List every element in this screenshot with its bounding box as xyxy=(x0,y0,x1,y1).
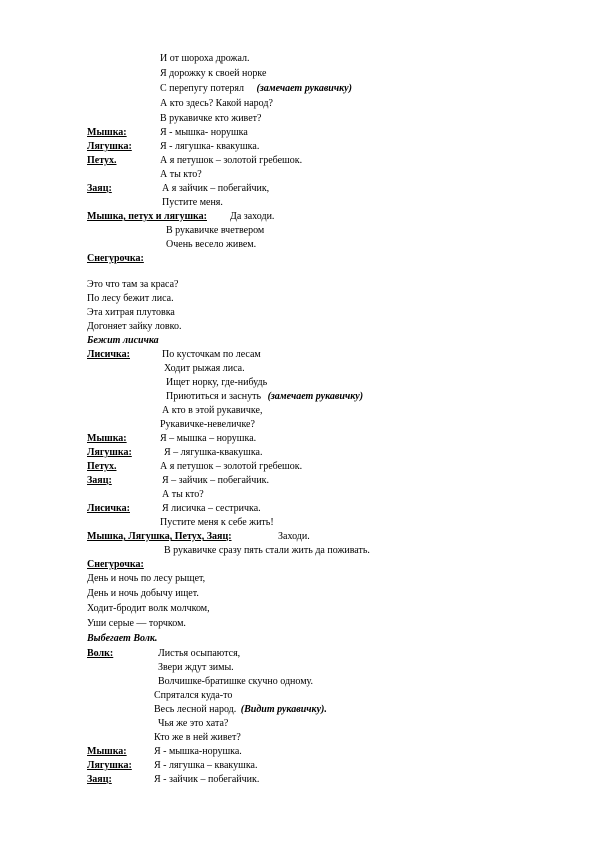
line-text: В рукавичке кто живет? xyxy=(160,113,262,124)
line-text: Эта хитрая плутовка xyxy=(87,307,175,318)
line xyxy=(160,83,352,95)
line-text: Я - зайчик – побегайчик. xyxy=(154,774,260,785)
line-text: А ты кто? xyxy=(162,489,204,500)
speaker-label: Петух. xyxy=(87,155,117,166)
line-text: По кусточкам по лесам xyxy=(162,349,261,360)
line-text: Я - мышка- норушка xyxy=(160,127,248,138)
speaker-label: Мышка: xyxy=(87,127,127,138)
line-text: Приютиться и заснуть xyxy=(166,391,262,402)
line-text: Я – мышка – норушка. xyxy=(160,433,257,444)
line xyxy=(160,68,266,80)
line-text: Я дорожку к своей норке xyxy=(160,68,267,79)
stage-direction: Выбегает Волк. xyxy=(87,633,158,644)
stage-direction: (замечает рукавичку) xyxy=(256,83,352,94)
speaker-label: Мышка: xyxy=(87,746,127,757)
stage-direction: (Видит рукавичку). xyxy=(240,704,327,715)
line-text: Догоняет зайку ловко. xyxy=(87,321,182,332)
line-text: Кто же в ней живет? xyxy=(154,732,241,743)
line-text: А кто здесь? Какой народ? xyxy=(160,98,273,109)
line-text: Чья же это хата? xyxy=(158,718,229,729)
line-text: Заходи. xyxy=(278,531,310,542)
speaker-label: Лягушка: xyxy=(87,447,132,458)
line-text: Я – лягушка-квакушка. xyxy=(164,447,263,458)
line-text: Пустите меня. xyxy=(162,197,223,208)
line-text: А ты кто? xyxy=(160,169,202,180)
speaker-label: Лисичка: xyxy=(87,503,130,514)
line-text: Уши серые — торчком. xyxy=(87,618,186,629)
speaker-label: Петух. xyxy=(87,461,117,472)
line-text: День и ночь по лесу рыщет, xyxy=(87,573,206,584)
line-text: Я - лягушка – квакушка. xyxy=(154,760,258,771)
line-text: Я лисичка – сестричка. xyxy=(162,503,261,514)
speaker-label: Заяц: xyxy=(87,183,112,194)
line xyxy=(160,113,261,125)
stage-direction: Бежит лисичка xyxy=(87,335,159,346)
speaker-label: Мышка, петух и лягушка: xyxy=(87,211,207,222)
line-text: Это что там за краса? xyxy=(87,279,179,290)
line-text: Листья осыпаются, xyxy=(158,648,241,659)
line-text: Ходит-бродит волк молчком, xyxy=(87,603,210,614)
line-text: Пустите меня к себе жить! xyxy=(160,517,274,528)
line-text: Волчишке-братишке скучно одному. xyxy=(158,676,314,687)
speaker-label: Снегурочка: xyxy=(87,559,144,570)
line-text: А я петушок – золотой гребешок. xyxy=(160,461,303,472)
line-text: С перепугу потерял xyxy=(160,83,244,94)
line-text: А я зайчик – побегайчик, xyxy=(162,183,270,194)
speaker-label: Мышка, Лягушка, Петух, Заяц: xyxy=(87,531,232,542)
line-text: Я - лягушка- квакушка. xyxy=(160,141,260,152)
speaker-label: Волк: xyxy=(87,648,114,659)
speaker-label: Снегурочка: xyxy=(87,253,144,264)
line-text: Спрятался куда-то xyxy=(154,690,233,701)
line-text: Я - мышка-норушка. xyxy=(154,746,242,757)
line-text: В рукавичке сразу пять стали жить да поживать. xyxy=(164,545,370,556)
line xyxy=(160,53,249,65)
line-text: Да заходи. xyxy=(230,211,275,222)
line-text: День и ночь добычу ищет. xyxy=(87,588,199,599)
line-text: Ходит рыжая лиса. xyxy=(164,363,245,374)
line-text: В рукавичке вчетвером xyxy=(166,225,265,236)
speaker-label: Лягушка: xyxy=(87,141,132,152)
speaker-label: Заяц: xyxy=(87,774,112,785)
speaker-label: Мышка: xyxy=(87,433,127,444)
line-text: И от шороха дрожал. xyxy=(160,53,250,64)
speaker-label: Лисичка: xyxy=(87,349,130,360)
line-text: Весь лесной народ. xyxy=(154,704,237,715)
line-text: Я – зайчик – побегайчик. xyxy=(162,475,270,486)
speaker-label: Заяц: xyxy=(87,475,112,486)
line-text: Рукавичке-невеличке? xyxy=(160,419,255,430)
line-text: По лесу бежит лиса. xyxy=(87,293,174,304)
line-text: Очень весело живем. xyxy=(166,239,257,250)
speaker-label: Лягушка: xyxy=(87,760,132,771)
line-text: Звери ждут зимы. xyxy=(158,662,234,673)
line-text: А кто в этой рукавичке, xyxy=(162,405,263,416)
line xyxy=(166,391,363,403)
line xyxy=(154,704,327,716)
stage-direction: (замечает рукавичку) xyxy=(267,391,364,402)
line xyxy=(160,98,273,110)
line-text: Ищет норку, где-нибудь xyxy=(166,377,268,388)
line-text: А я петушок – золотой гребешок. xyxy=(160,155,303,166)
